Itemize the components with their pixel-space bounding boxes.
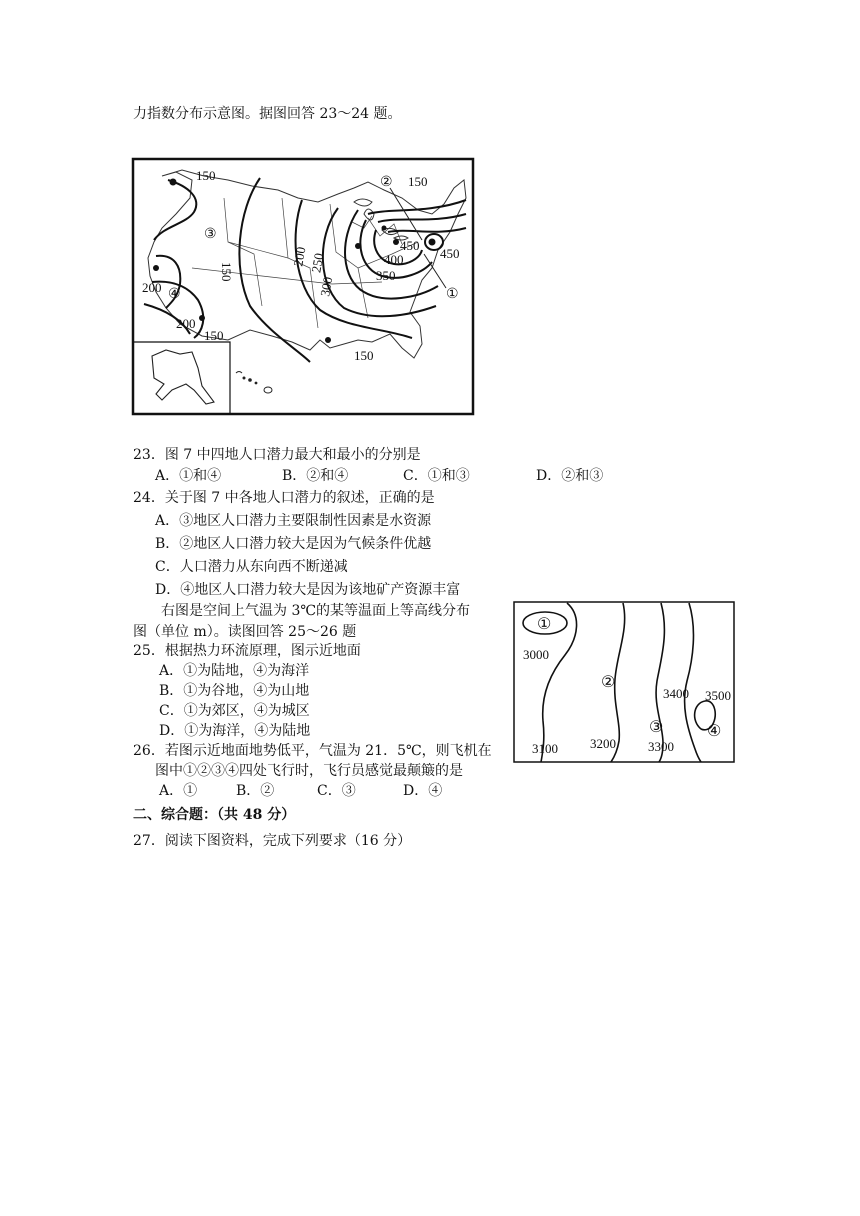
question-26-option-b: B．② bbox=[236, 783, 275, 799]
map2-point-label: ④ bbox=[707, 723, 722, 740]
question-24-option-a: A．③地区人口潜力主要限制性因素是水资源 bbox=[155, 513, 432, 529]
map1-contour-label: 200 bbox=[142, 280, 162, 295]
map2-contour-label: 3000 bbox=[523, 647, 549, 662]
map1-contour-label: 400 bbox=[384, 252, 404, 267]
question-26-stem-line-2: 图中①②③④四处飞行时，飞行员感觉最颠簸的是 bbox=[155, 763, 463, 779]
question-23-option-a: A．①和④ bbox=[155, 468, 222, 484]
question-26-option-c: C．③ bbox=[317, 783, 356, 799]
population-potential-map bbox=[132, 158, 474, 416]
map2-point-label: ③ bbox=[649, 719, 664, 736]
question-23-option-b: B．②和④ bbox=[282, 468, 349, 484]
map1-contour-label: 150 bbox=[196, 168, 216, 183]
map1-contour-label: 200 bbox=[176, 316, 196, 331]
map1-contour-label: 450 bbox=[400, 238, 420, 253]
map1-contour-label: 300 bbox=[317, 275, 336, 298]
map2-point-label: ② bbox=[601, 674, 616, 691]
section-2-heading: 二、综合题：（共 48 分） bbox=[133, 807, 296, 823]
map1-contour-label: 150 bbox=[204, 328, 224, 343]
map2-contour-label: 3200 bbox=[590, 736, 616, 751]
map1-region-label: ③ bbox=[204, 227, 217, 242]
map2-intro-line-2: 图（单位 m）。读图回答 25～26 题 bbox=[133, 624, 357, 640]
map2-contour-label: 3100 bbox=[532, 741, 558, 756]
map1-contour-label: 250 bbox=[308, 251, 327, 274]
map2-contour-label: 3500 bbox=[705, 688, 731, 703]
intro-text: 力指数分布示意图。据图回答 23～24 题。 bbox=[133, 106, 402, 122]
question-25-stem: 25．根据热力环流原理，图示近地面 bbox=[133, 643, 361, 659]
question-25-option-d: D．①为海洋，④为陆地 bbox=[159, 723, 311, 739]
isotherm-contour-map bbox=[513, 601, 735, 763]
map1-region-label: ② bbox=[380, 175, 393, 190]
map1-contour-label: 200 bbox=[290, 245, 309, 268]
map1-contour-label: 450 bbox=[440, 246, 460, 261]
map1-contour-label: 150 bbox=[408, 174, 428, 189]
question-25-option-b: B．①为谷地，④为山地 bbox=[159, 683, 310, 699]
map1-contour-label: 350 bbox=[376, 268, 396, 283]
question-26-option-a: A．① bbox=[159, 783, 198, 799]
question-23-option-d: D．②和③ bbox=[536, 468, 604, 484]
map2-contour-label: 3300 bbox=[648, 739, 674, 754]
question-24-stem: 24．关于图 7 中各地人口潜力的叙述，正确的是 bbox=[133, 490, 435, 506]
question-24-option-b: B．②地区人口潜力较大是因为气候条件优越 bbox=[155, 536, 432, 552]
question-23-option-c: C．①和③ bbox=[403, 468, 470, 484]
question-24-option-d: D．④地区人口潜力较大是因为该地矿产资源丰富 bbox=[155, 582, 461, 598]
question-25-option-a: A．①为陆地，④为海洋 bbox=[159, 663, 310, 679]
map1-region-label: ① bbox=[446, 287, 459, 302]
question-23-stem: 23．图 7 中四地人口潜力最大和最小的分别是 bbox=[133, 447, 421, 463]
question-27-stem: 27．阅读下图资料，完成下列要求（16 分） bbox=[133, 833, 412, 849]
map1-region-label: ④ bbox=[168, 287, 181, 302]
map1-contour-label: 150 bbox=[354, 348, 374, 363]
question-25-option-c: C．①为郊区，④为城区 bbox=[159, 703, 310, 719]
question-26-stem-line-1: 26．若图示近地面地势低平，气温为 21．5℃，则飞机在 bbox=[133, 743, 492, 759]
map2-contour-label: 3400 bbox=[663, 686, 689, 701]
map1-contour-label: 150 bbox=[219, 262, 234, 282]
question-24-option-c: C．人口潜力从东向西不断递减 bbox=[155, 559, 348, 575]
question-26-option-d: D．④ bbox=[403, 783, 443, 799]
map2-intro-line-1: 右图是空间上气温为 3℃的某等温面上等高线分布 bbox=[161, 603, 471, 619]
map2-point-label: ① bbox=[537, 616, 552, 633]
